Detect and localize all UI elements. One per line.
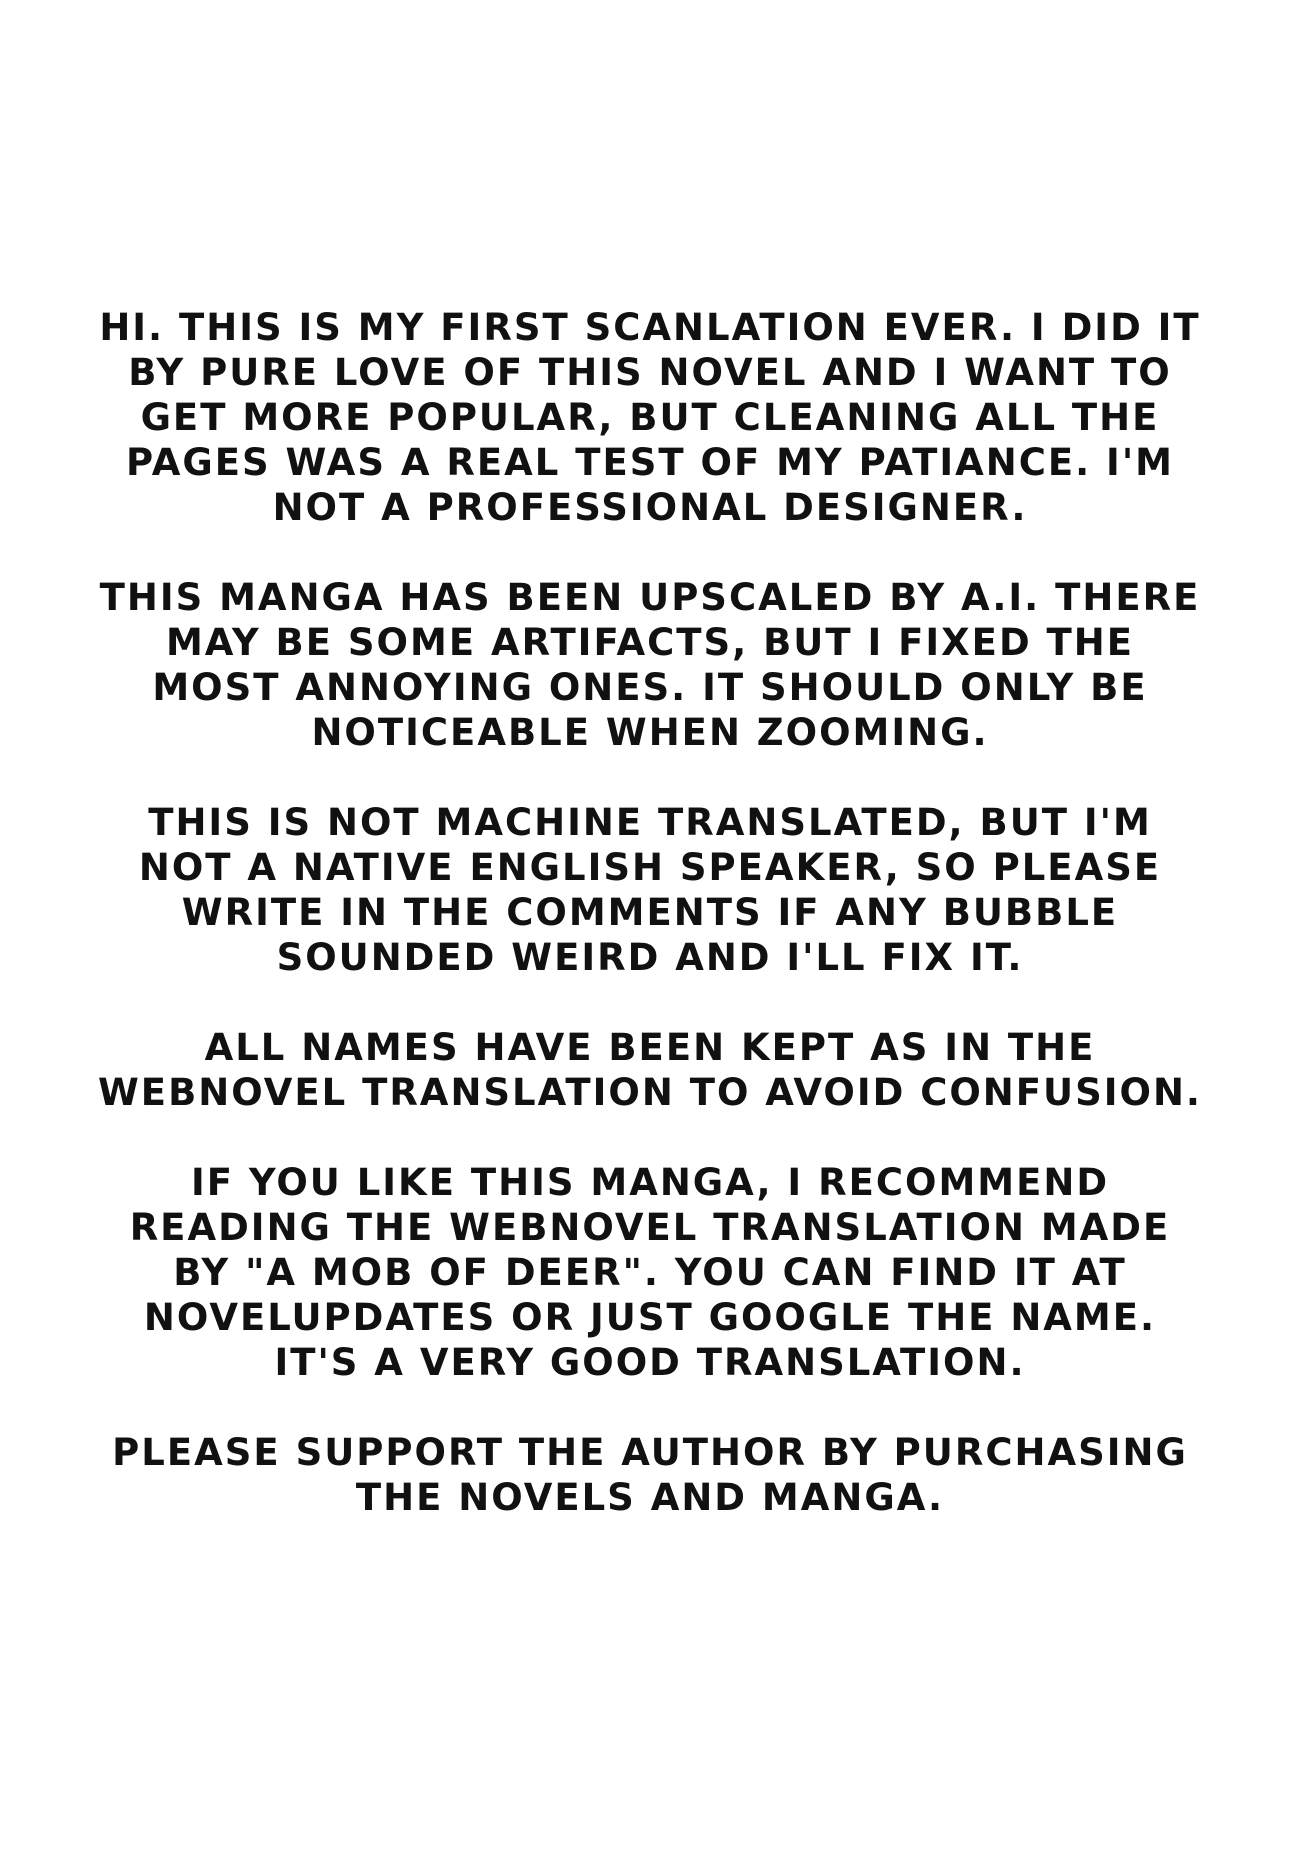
text-line: WRITE IN THE COMMENTS IF ANY BUBBLE bbox=[181, 891, 1119, 934]
text-line: NOTICEABLE WHEN ZOOMING. bbox=[311, 711, 989, 754]
text-line: IT'S A VERY GOOD TRANSLATION. bbox=[274, 1341, 1026, 1384]
text-line: THE NOVELS AND MANGA. bbox=[355, 1476, 945, 1519]
text-line: PLEASE SUPPORT THE AUTHOR BY PURCHASING bbox=[112, 1431, 1188, 1474]
text-line: GET MORE POPULAR, BUT CLEANING ALL THE bbox=[140, 396, 1160, 439]
text-line: NOVELUPDATES OR JUST GOOGLE THE NAME. bbox=[143, 1296, 1157, 1339]
text-line: READING THE WEBNOVEL TRANSLATION MADE bbox=[129, 1206, 1171, 1249]
text-line: WEBNOVEL TRANSLATION TO AVOID CONFUSION. bbox=[98, 1071, 1202, 1114]
text-line: IF YOU LIKE THIS MANGA, I RECOMMEND bbox=[190, 1161, 1110, 1204]
text-line: ALL NAMES HAVE BEEN KEPT AS IN THE bbox=[204, 1026, 1096, 1069]
text-line: PAGES WAS A REAL TEST OF MY PATIANCE. I'M bbox=[126, 441, 1174, 484]
paragraph-upscale-note bbox=[70, 575, 1230, 755]
paragraph-intro bbox=[70, 305, 1230, 530]
text-line: THIS IS NOT MACHINE TRANSLATED, BUT I'M bbox=[148, 801, 1152, 844]
text-line: MAY BE SOME ARTIFACTS, BUT I FIXED THE bbox=[165, 621, 1135, 664]
paragraph-recommendation bbox=[70, 1160, 1230, 1385]
paragraph-names-note bbox=[70, 1025, 1230, 1115]
text-line: HI. THIS IS MY FIRST SCANLATION EVER. I DID IT bbox=[99, 306, 1201, 349]
text-line: NOT A PROFESSIONAL DESIGNER. bbox=[272, 486, 1028, 529]
text-line: SOUNDED WEIRD AND I'LL FIX IT. bbox=[276, 936, 1024, 979]
text-line: BY PURE LOVE OF THIS NOVEL AND I WANT TO bbox=[128, 351, 1172, 394]
text-line: BY "A MOB OF DEER". YOU CAN FIND IT AT bbox=[173, 1251, 1127, 1294]
text-line: MOST ANNOYING ONES. IT SHOULD ONLY BE bbox=[152, 666, 1148, 709]
text-line: NOT A NATIVE ENGLISH SPEAKER, SO PLEASE bbox=[138, 846, 1162, 889]
paragraph-translation-note bbox=[70, 800, 1230, 980]
paragraph-support-author bbox=[70, 1430, 1230, 1520]
scanlator-notes bbox=[70, 305, 1230, 1565]
text-line: THIS MANGA HAS BEEN UPSCALED BY A.I. THERE bbox=[99, 576, 1201, 619]
